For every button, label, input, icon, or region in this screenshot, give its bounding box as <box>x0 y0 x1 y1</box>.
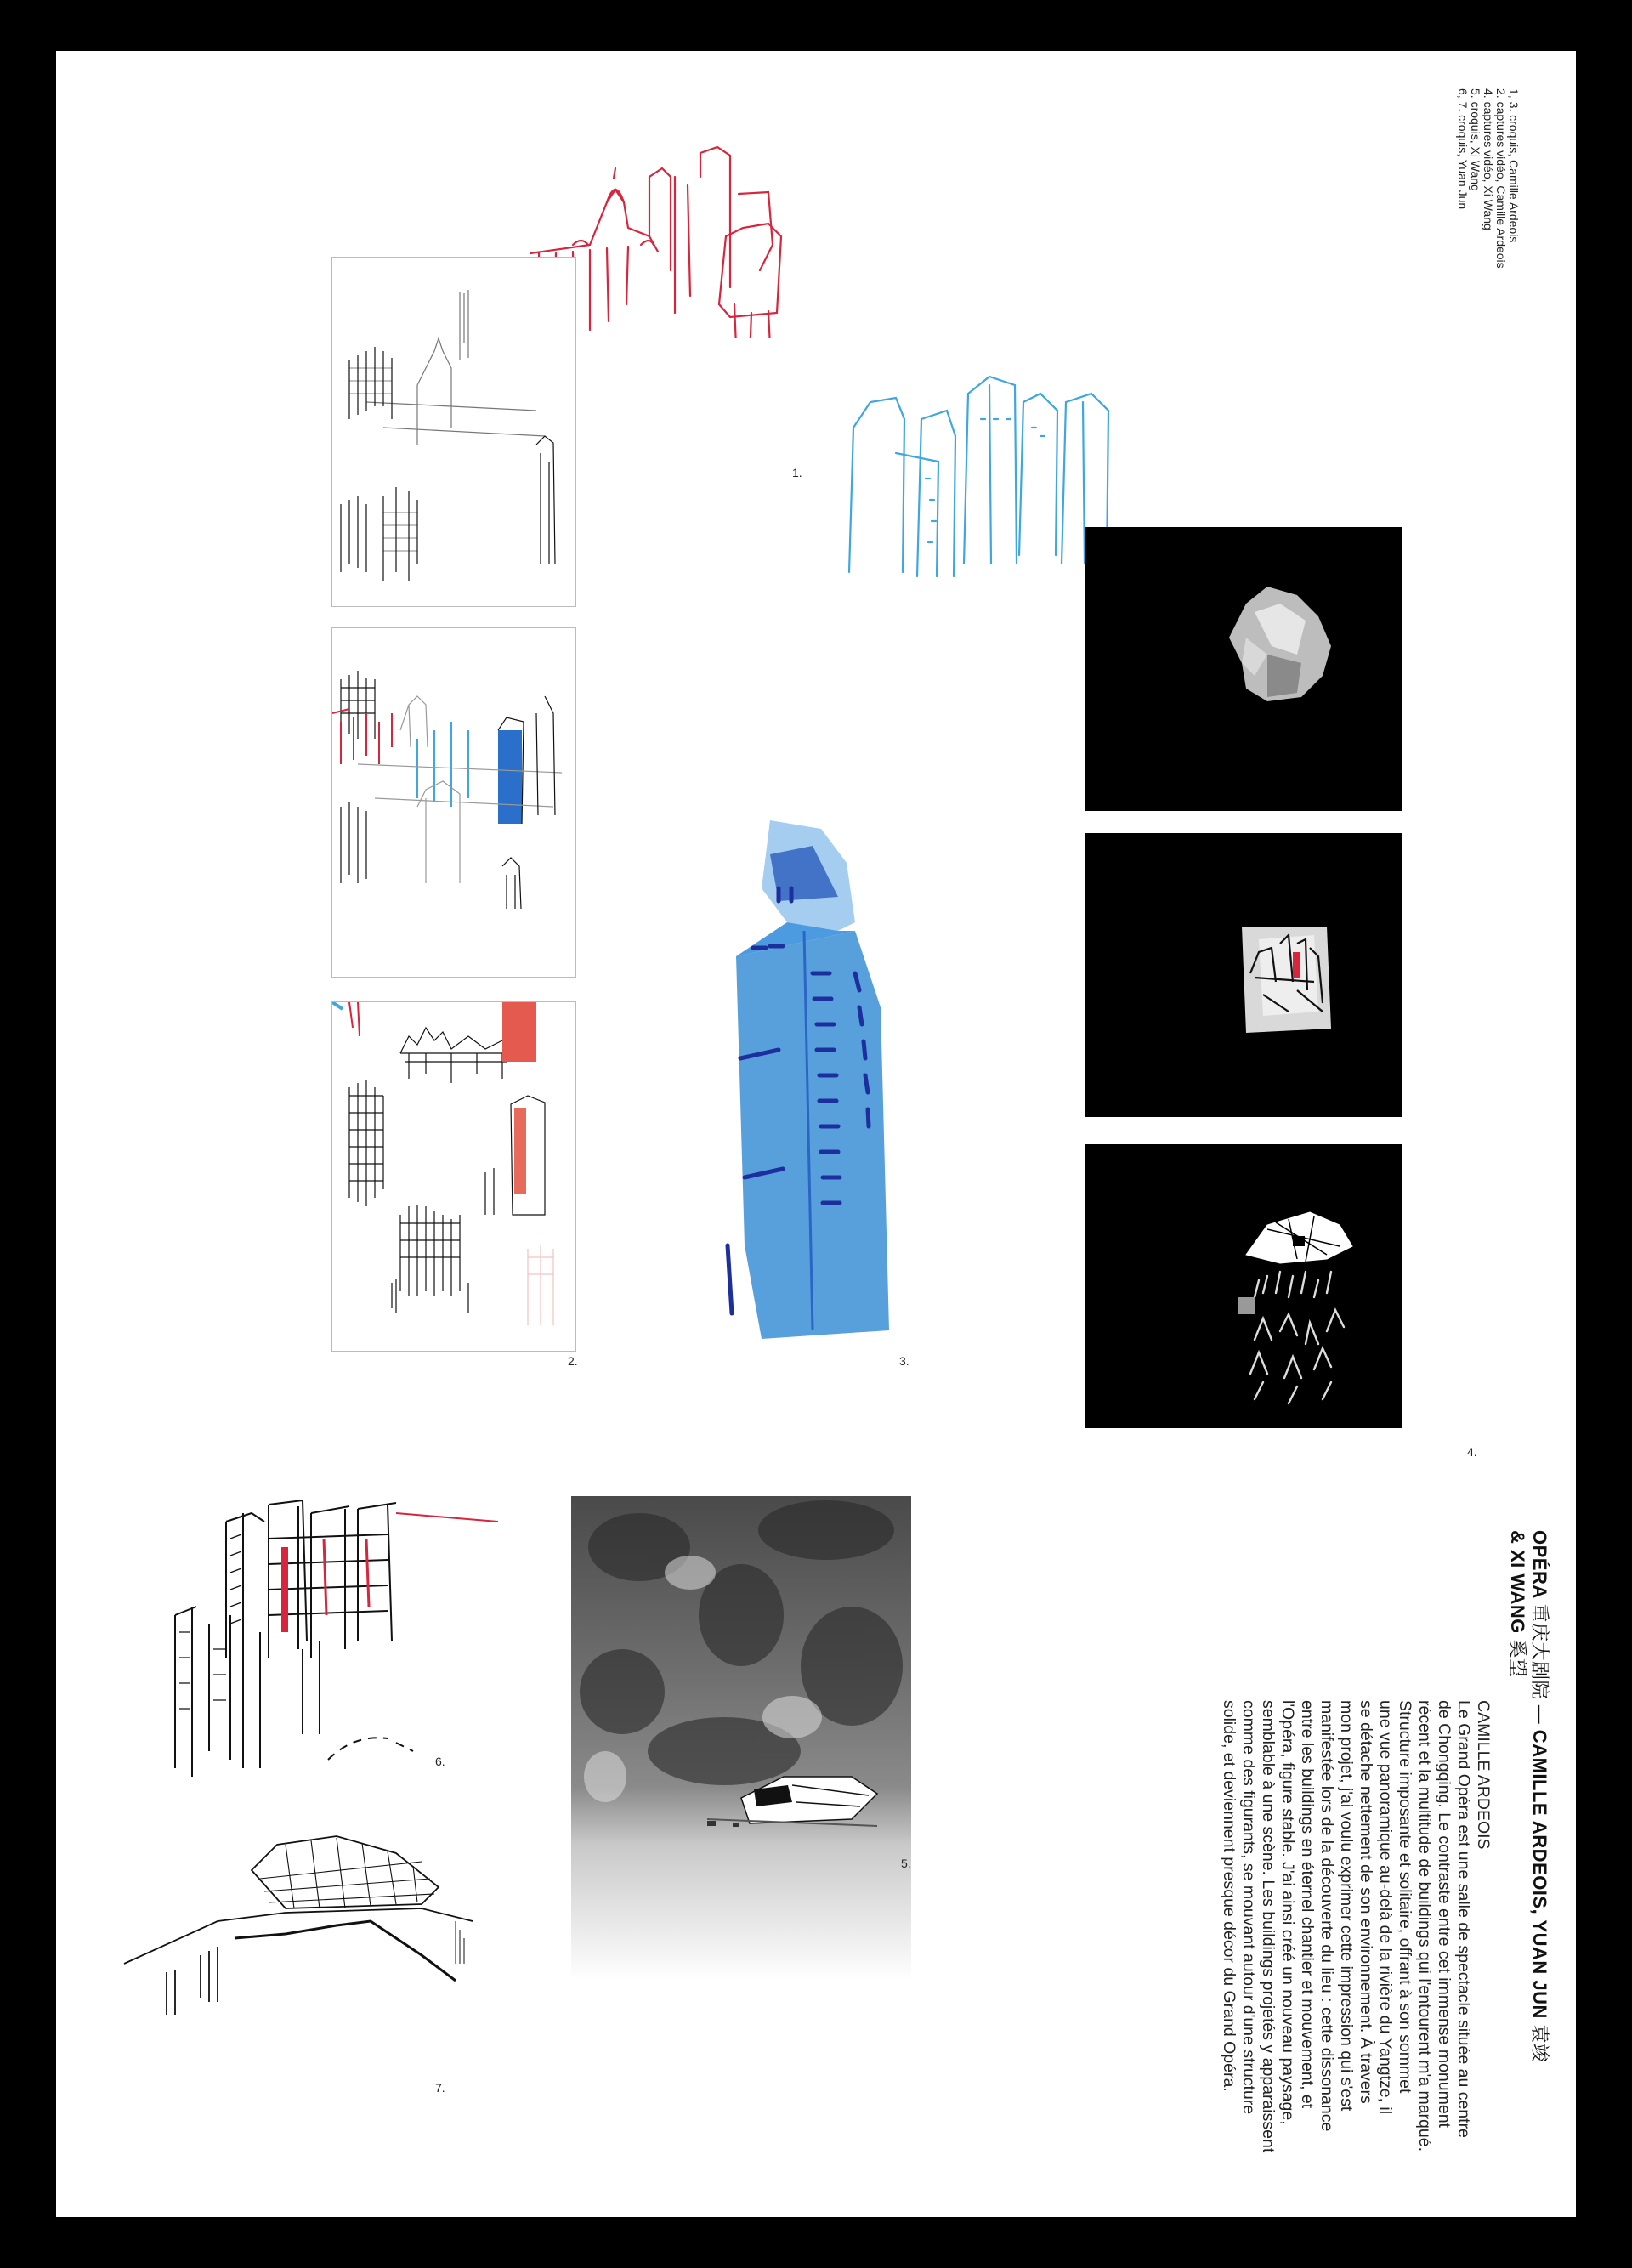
opera-with-figures-capture <box>1085 1144 1402 1428</box>
ink-wash-opera-painting <box>571 1496 911 1981</box>
black-line-buildings-sketch <box>158 1488 498 1802</box>
body-line: de Chongqing. Le contraste entre cet immense monument <box>1435 1700 1454 2128</box>
body-line: solide, et deviennent presque décor du Grand Opéra. <box>1220 1700 1238 2092</box>
body-line: se détache nettement de son environnement. À travers <box>1357 1700 1375 2104</box>
figure-label-1: 1. <box>792 466 802 479</box>
crumpled-paper-capture <box>1085 527 1402 811</box>
body-line: récent et la multitude de buildings qui l'entourent m'a marqué. <box>1415 1700 1434 2152</box>
body-line: entre les buildings en éternel chantier et mouvement, et <box>1298 1700 1317 2109</box>
body-line: semblable à une scène. Les buildings projetés y apparaissent <box>1259 1700 1278 2153</box>
credit-line: 6, 7. croquis, Yuan Jun <box>1456 88 1470 210</box>
body-line: manifestée lors de la découverte du lieu : cette dissonance <box>1318 1700 1336 2132</box>
figure-label-2: 2. <box>568 1354 578 1368</box>
article-author: CAMILLE ARDEOIS <box>1474 1700 1493 1850</box>
article-title-line-1 <box>1528 1530 1550 2063</box>
figure-label-3: 3. <box>899 1354 910 1368</box>
red-skyline-sketch <box>522 143 904 338</box>
body-line: mon projet, j'ai voulu exprimer cette impression qui s'est <box>1337 1700 1356 2112</box>
title-opera-cjk: 重庆大剧院 <box>1529 1603 1550 1700</box>
poster-page <box>56 51 1576 2217</box>
image-credits <box>1456 88 1520 269</box>
credit-line: 4. captures vidéo, Xi Wang <box>1482 88 1495 230</box>
body-line: Le Grand Opéra est une salle de spectacle située au centre <box>1454 1700 1473 2138</box>
figure-label-7: 7. <box>435 2081 445 2095</box>
video-capture-frame-2 <box>332 627 576 978</box>
video-capture-frame-3 <box>332 1001 576 1352</box>
video-capture-frame-1 <box>332 257 576 607</box>
title-authors: — CAMILLE ARDEOIS, YUAN JUN <box>1529 1704 1550 2019</box>
figure-label-6: 6. <box>435 1755 445 1768</box>
title-yuan-jun-cjk: 袁竣 <box>1529 2024 1550 2063</box>
body-line: Structure imposante et solitaire, offrant à son sommet <box>1396 1700 1414 2094</box>
body-line: comme des figurants, se mouvant autour d'une structure <box>1239 1700 1258 2115</box>
credit-line: 5. croquis, Xi Wang <box>1469 88 1482 191</box>
blue-skyline-sketch <box>836 351 1125 581</box>
opera-hill-line-sketch <box>116 1828 490 2023</box>
title-opera: OPÉRA <box>1529 1530 1550 1598</box>
article-title-line-2 <box>1506 1530 1528 2063</box>
title-xi-wang: & XI WANG <box>1507 1530 1528 1634</box>
title-xi-wang-cjk: 奚望 <box>1507 1639 1528 1678</box>
figure-label-4: 4. <box>1467 1445 1477 1459</box>
blue-crayon-tower-drawing <box>719 820 906 1339</box>
paper-with-buildings-capture <box>1085 833 1402 1117</box>
figure-label-5: 5. <box>901 1857 911 1870</box>
body-line: l'Opéra, figure stable. J'ai ainsi créé un nouveau paysage, <box>1278 1700 1297 2125</box>
credit-line: 2. captures vidéo, Camille Ardeois <box>1494 88 1508 269</box>
article-body <box>1219 1700 1493 2152</box>
article-title-block <box>1506 1530 1550 2063</box>
credit-line: 1, 3. croquis, Camille Ardeois <box>1507 88 1521 243</box>
body-line: une vue panoramique au-delà de la rivière du Yangtze, il <box>1376 1700 1395 2115</box>
